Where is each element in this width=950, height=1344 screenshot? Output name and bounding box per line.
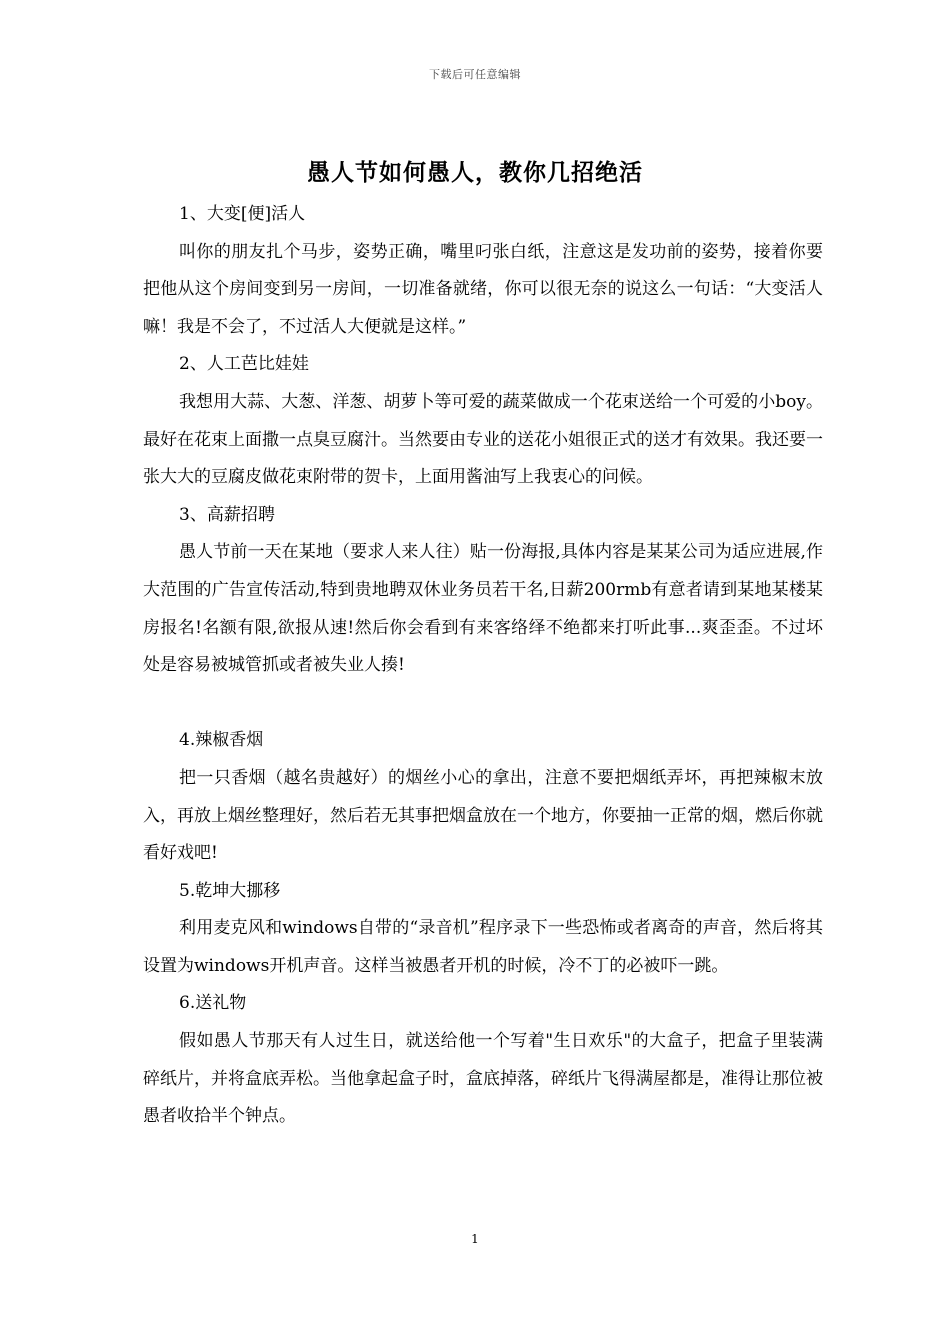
section-heading: 6.送礼物 (179, 993, 247, 1014)
page-header: 下载后可任意编辑 (429, 68, 521, 81)
section-body: 把一只香烟（越名贵越好）的烟丝小心的拿出，注意不要把烟纸弄坏，再把辣椒末放入，再放上烟丝整理好，然后若无其事把烟盒放在一个地方，你要抽一正常的烟，燃后你就看好戏吧! (143, 767, 823, 864)
page-number: 1 (471, 1232, 479, 1246)
section-heading: 3、高薪招聘 (179, 504, 275, 525)
section-heading: 5.乾坤大挪移 (179, 880, 281, 901)
paragraph-gap (143, 685, 823, 723)
section-heading: 1、大变[便]活人 (179, 204, 306, 224)
section-heading: 2、人工芭比娃娃 (179, 354, 309, 375)
section-body: 我想用大蒜、大葱、洋葱、胡萝卜等可爱的蔬菜做成一个花束送给一个可爱的小boy。最好在花束上面撒一点臭豆腐汁。当然要由专业的送花小姐很正式的送才有效果。我还要一张大大的豆腐皮做花束附带的贺卡，上面用酱油写上我衷心的问候。 (143, 391, 823, 488)
document-body (143, 196, 823, 1136)
section-body: 愚人节前一天在某地（要求人来人往）贴一份海报,具体内容是某某公司为适应进展,作大范围的广告宣传活动,特到贵地聘双休业务员若干名,日薪200rmb有意者请到某地某楼某房报名!名额有限,欲报从速!然后你会看到有来客络绎不绝都来打听此事...爽歪歪。不过坏处是容易被城管抓或者被失业人揍! (143, 542, 823, 676)
section-body: 叫你的朋友扎个马步，姿势正确，嘴里叼张白纸，注意这是发功前的姿势，接着你要把他从这个房间变到另一房间，一切准备就绪，你可以很无奈的说这么一句话：“大变活人嘛！我是不会了，不过活人大便就是这样。” (143, 241, 823, 337)
section-body: 假如愚人节那天有人过生日，就送给他一个写着"生日欢乐"的大盒子，把盒子里装满碎纸片，并将盒底弄松。当他拿起盒子时，盒底掉落，碎纸片飞得满屋都是，准得让那位被愚者收拾半个钟点。 (143, 1031, 823, 1127)
section-heading: 4.辣椒香烟 (179, 730, 264, 751)
section-body: 利用麦克风和windows自带的“录音机”程序录下一些恐怖或者离奇的声音，然后将其设置为windows开机声音。这样当被愚者开机的时候，冷不丁的必被吓一跳。 (143, 918, 823, 976)
document-title: 愚人节如何愚人，教你几招绝活 (307, 159, 643, 186)
